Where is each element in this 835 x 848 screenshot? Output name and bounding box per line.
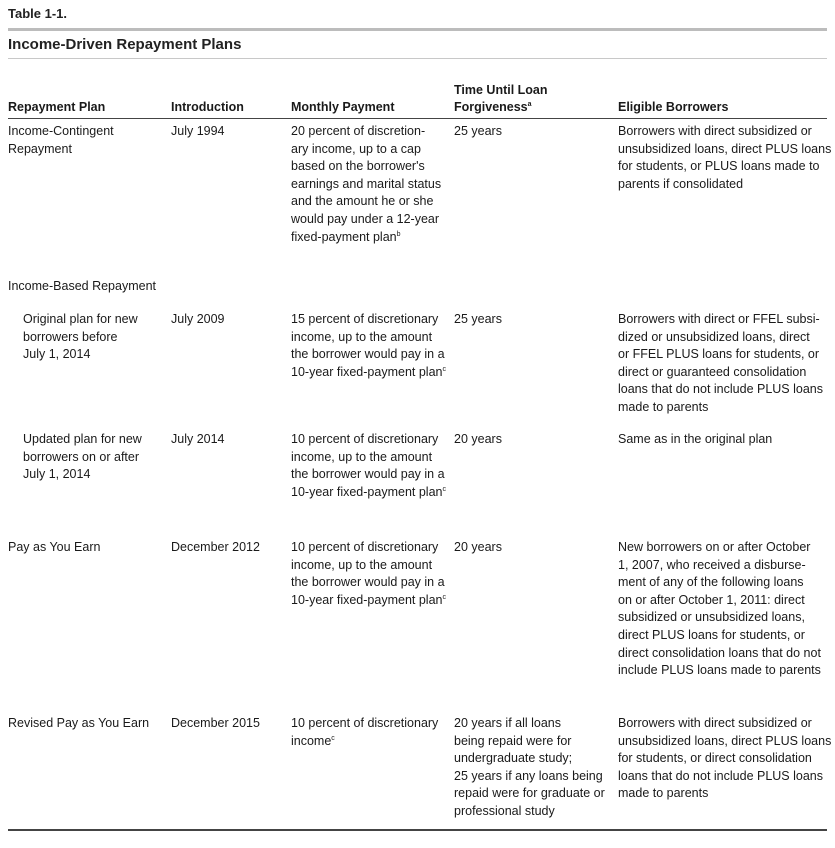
row-time: 20 years xyxy=(454,432,502,446)
header-eligible-borrowers: Eligible Borrowers xyxy=(618,100,729,114)
row-time: 20 years if all loans being repaid were for undergraduate study; 25 years if any loans being repaid were for graduate or professional study xyxy=(454,716,605,818)
row-payment xyxy=(291,123,441,246)
footnote-marker: c xyxy=(442,365,446,373)
row-plan: Income-Contingent Repayment xyxy=(8,124,114,156)
header-introduction: Introduction xyxy=(171,100,244,114)
header-time-until-forgiveness xyxy=(454,82,548,116)
row-payment xyxy=(291,539,446,609)
row-plan: Revised Pay as You Earn xyxy=(8,716,150,730)
row-borrowers: New borrowers on or after October 1, 2007, who received a disburse- ment of any of the following loans on or after October 1, 2011: direct subsidized or unsubsidized loans, direct PLUS loans for students, or direct consolidation loans that do not include PLUS loans made to parents xyxy=(618,540,821,678)
header-repayment-plan: Repayment Plan xyxy=(8,100,106,114)
bottom-rule xyxy=(8,829,827,831)
header-forgiveness-text: Time Until Loan Forgiveness xyxy=(454,83,548,114)
row-time: 25 years xyxy=(454,312,502,326)
title-rule xyxy=(8,58,827,59)
footnote-marker: c xyxy=(331,734,335,742)
row-introduction: July 2014 xyxy=(171,432,225,446)
header-rule xyxy=(8,118,827,119)
row-payment-text: 10 percent of discretionary income xyxy=(291,716,439,748)
footnote-marker: c xyxy=(442,593,446,601)
header-monthly-payment: Monthly Payment xyxy=(291,100,395,114)
row-plan: Pay as You Earn xyxy=(8,540,101,554)
row-payment-text: 10 percent of discretionary income, up to the amount the borrower would pay in a 10-year fixed-payment plan xyxy=(291,540,445,607)
row-payment-text: 20 percent of discretion- ary income, up to a cap based on the borrower's earnings and marital status and the amount he or she would pay under a 12-year fixed-payment plan xyxy=(291,124,442,244)
row-plan: Original plan for new borrowers before July 1, 2014 xyxy=(23,312,138,362)
footnote-marker: a xyxy=(527,100,532,108)
row-introduction: December 2015 xyxy=(171,716,260,730)
footnote-marker: b xyxy=(396,230,401,238)
row-time: 25 years xyxy=(454,124,502,138)
table-title: Income-Driven Repayment Plans xyxy=(8,36,242,53)
row-borrowers: Borrowers with direct subsidized or unsubsidized loans, direct PLUS loans for students, or PLUS loans made to parents if consolidated xyxy=(618,124,832,191)
row-payment-text: 10 percent of discretionary income, up to the amount the borrower would pay in a 10-year fixed-payment plan xyxy=(291,432,445,499)
row-payment xyxy=(291,715,438,750)
row-time: 20 years xyxy=(454,540,502,554)
row-introduction: July 2009 xyxy=(171,312,225,326)
row-borrowers: Borrowers with direct or FFEL subsi- dized or unsubsidized loans, direct or FFEL PLUS loans for students, or direct or guaranteed consolidation loans that do not include PLUS loans made to parents xyxy=(618,312,823,414)
row-payment xyxy=(291,311,446,381)
row-introduction: July 1994 xyxy=(171,124,225,138)
group-heading: Income-Based Repayment xyxy=(8,279,156,293)
row-introduction: December 2012 xyxy=(171,540,260,554)
top-rule xyxy=(8,28,827,31)
table-label: Table 1-1. xyxy=(8,6,68,21)
row-plan: Updated plan for new borrowers on or after July 1, 2014 xyxy=(23,432,142,482)
row-borrowers: Borrowers with direct subsidized or unsubsidized loans, direct PLUS loans for students, or direct consolidation loans that do not include PLUS loans made to parents xyxy=(618,716,832,801)
row-payment xyxy=(291,431,446,501)
footnote-marker: c xyxy=(442,485,446,493)
row-payment-text: 15 percent of discretionary income, up to the amount the borrower would pay in a 10-year fixed-payment plan xyxy=(291,312,445,379)
row-borrowers: Same as in the original plan xyxy=(618,432,773,446)
